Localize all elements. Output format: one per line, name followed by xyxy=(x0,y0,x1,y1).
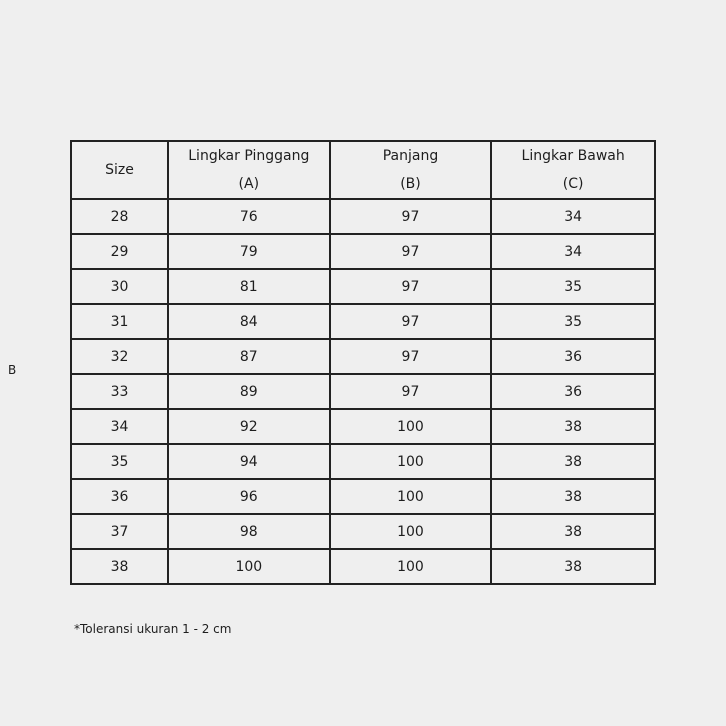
panjang-cell: 97 xyxy=(330,339,492,374)
header-lingkar-bawah xyxy=(491,141,655,199)
size-cell: 29 xyxy=(71,234,168,269)
header-row xyxy=(71,141,655,199)
lingkar-bawah-cell: 38 xyxy=(491,444,655,479)
lingkar-bawah-cell: 35 xyxy=(491,304,655,339)
table-header xyxy=(71,141,655,199)
lingkar-pinggang-cell: 81 xyxy=(168,269,330,304)
table-row xyxy=(71,409,655,444)
lingkar-pinggang-cell: 84 xyxy=(168,304,330,339)
side-label: B xyxy=(8,363,17,377)
table-row xyxy=(71,549,655,584)
lingkar-bawah-cell: 34 xyxy=(491,199,655,234)
panjang-cell: 97 xyxy=(330,234,492,269)
panjang-cell: 100 xyxy=(330,549,492,584)
size-cell: 30 xyxy=(71,269,168,304)
size-cell: 35 xyxy=(71,444,168,479)
header-c-label: Lingkar Bawah xyxy=(521,148,625,164)
lingkar-bawah-cell: 36 xyxy=(491,339,655,374)
table-row xyxy=(71,199,655,234)
lingkar-bawah-cell: 38 xyxy=(491,479,655,514)
panjang-cell: 100 xyxy=(330,514,492,549)
lingkar-pinggang-cell: 96 xyxy=(168,479,330,514)
lingkar-pinggang-cell: 89 xyxy=(168,374,330,409)
size-cell: 34 xyxy=(71,409,168,444)
table-row xyxy=(71,444,655,479)
table-row xyxy=(71,234,655,269)
header-b-label: Panjang xyxy=(382,148,439,164)
size-cell: 36 xyxy=(71,479,168,514)
table-row xyxy=(71,304,655,339)
size-cell: 28 xyxy=(71,199,168,234)
size-cell: 32 xyxy=(71,339,168,374)
header-a-code: (A) xyxy=(238,176,260,192)
lingkar-bawah-cell: 34 xyxy=(491,234,655,269)
lingkar-pinggang-cell: 92 xyxy=(168,409,330,444)
size-cell: 37 xyxy=(71,514,168,549)
lingkar-pinggang-cell: 76 xyxy=(168,199,330,234)
size-chart-table xyxy=(70,140,656,585)
header-size-label: Size xyxy=(105,162,134,178)
panjang-cell: 97 xyxy=(330,304,492,339)
size-cell: 38 xyxy=(71,549,168,584)
tolerance-footnote: *Toleransi ukuran 1 - 2 cm xyxy=(74,622,232,636)
panjang-cell: 97 xyxy=(330,269,492,304)
header-a-label: Lingkar Pinggang xyxy=(188,148,310,164)
table-body xyxy=(71,199,655,584)
lingkar-bawah-cell: 36 xyxy=(491,374,655,409)
header-lingkar-pinggang xyxy=(168,141,330,199)
panjang-cell: 100 xyxy=(330,409,492,444)
table-row xyxy=(71,374,655,409)
lingkar-bawah-cell: 35 xyxy=(491,269,655,304)
header-panjang xyxy=(330,141,492,199)
lingkar-pinggang-cell: 79 xyxy=(168,234,330,269)
size-cell: 33 xyxy=(71,374,168,409)
header-size xyxy=(71,141,168,199)
panjang-cell: 100 xyxy=(330,444,492,479)
lingkar-bawah-cell: 38 xyxy=(491,409,655,444)
panjang-cell: 100 xyxy=(330,479,492,514)
panjang-cell: 97 xyxy=(330,199,492,234)
panjang-cell: 97 xyxy=(330,374,492,409)
lingkar-pinggang-cell: 98 xyxy=(168,514,330,549)
lingkar-pinggang-cell: 87 xyxy=(168,339,330,374)
table-row xyxy=(71,269,655,304)
size-cell: 31 xyxy=(71,304,168,339)
lingkar-pinggang-cell: 100 xyxy=(168,549,330,584)
header-b-code: (B) xyxy=(400,176,421,192)
table-row xyxy=(71,514,655,549)
header-c-code: (C) xyxy=(562,176,584,192)
table-row xyxy=(71,479,655,514)
lingkar-bawah-cell: 38 xyxy=(491,549,655,584)
lingkar-bawah-cell: 38 xyxy=(491,514,655,549)
table-row xyxy=(71,339,655,374)
lingkar-pinggang-cell: 94 xyxy=(168,444,330,479)
